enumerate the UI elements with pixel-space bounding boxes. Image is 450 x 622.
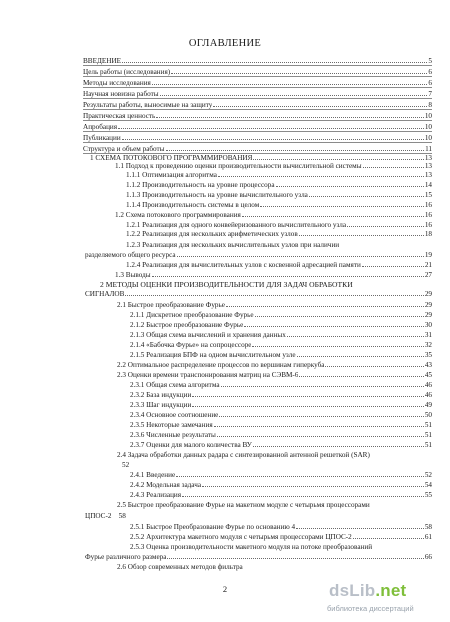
toc-text: 1.1.3 Производительность на уровне вычислительного узла [126, 191, 308, 199]
toc-entry-chapter-1[interactable] [90, 154, 432, 162]
toc-text: Практическая ценность [83, 112, 156, 120]
toc-text: 2.1 Быстрое преобразование Фурье [117, 301, 225, 309]
toc-entry-2-3-5[interactable] [130, 421, 432, 429]
toc-page: 66 [424, 553, 432, 561]
toc-text: Фурье различного размера [85, 553, 167, 561]
toc-entry-2-2[interactable] [117, 361, 432, 369]
dot-leader [255, 316, 424, 317]
toc-text: 2.4.2 Модельная задача [130, 481, 202, 489]
dot-leader [217, 436, 424, 437]
toc-entry-methods[interactable] [83, 79, 432, 88]
toc-page: 18 [424, 230, 432, 238]
toc-entry-2-1-2[interactable] [130, 321, 432, 329]
toc-text: 1 СХЕМА ПОТОКОВОГО ПРОГРАММИРОВАНИЯ [90, 154, 253, 162]
toc-entry-2-4-continued[interactable]: 52 [122, 461, 130, 469]
toc-page: 6 [428, 79, 432, 87]
toc-entry-2-3-1[interactable] [130, 381, 432, 389]
toc-entry-2-1-1[interactable] [130, 311, 432, 319]
toc-text: 2.1.1 Дискретное преобразование Фурье [130, 311, 254, 319]
toc-page: 29 [424, 290, 432, 298]
dot-leader [242, 216, 424, 217]
dot-leader [353, 538, 424, 539]
toc-page: 7 [428, 90, 432, 98]
toc-text: 1.1.1 Оптимизация алгоритма [126, 171, 217, 179]
toc-page: 29 [424, 301, 432, 309]
toc-entry-results[interactable] [83, 101, 432, 110]
toc-text: 2.3.4 Основное соотношение [130, 411, 219, 419]
toc-page: 58 [424, 523, 432, 531]
toc-entry-1-1[interactable] [115, 162, 432, 170]
dot-leader [176, 476, 424, 477]
dot-leader [218, 176, 424, 177]
dot-leader [363, 167, 424, 168]
toc-page: 10 [424, 134, 432, 142]
toc-text: 2.1.5 Реализация БПФ на одном вычислительном узле [130, 351, 296, 359]
watermark-subtitle: библиотека диссертаций [327, 604, 414, 613]
toc-page: 45 [424, 371, 432, 379]
toc-text: 2.4.1 Введение [130, 471, 176, 479]
toc-page: 14 [424, 181, 432, 189]
toc-text: Структура и объем работы [83, 145, 165, 153]
dot-leader [167, 558, 423, 559]
toc-entry-2-1-3[interactable] [130, 331, 432, 339]
toc-entry-2-5[interactable]: 2.5 Быстрое преобразование Фурье на макетном модуле с четырьмя процессорами [117, 501, 370, 509]
dot-leader [118, 128, 424, 129]
toc-text: Цель работы (исследования) [83, 68, 171, 76]
toc-text: 2.3 Оценки времени транспонирования матриц на СЭВМ-6 [117, 371, 299, 379]
toc-text: 2.2 Оптимальное распределение процессов по вершинам гиперкуба [117, 361, 325, 369]
page-title: ОГЛАВЛЕНИЕ [188, 38, 262, 49]
dot-leader [226, 306, 424, 307]
dot-leader [192, 406, 423, 407]
dot-leader [171, 73, 427, 74]
toc-text: Результаты работы, выносимые на защиту [83, 101, 213, 109]
toc-page: 32 [424, 341, 432, 349]
dot-leader [213, 106, 427, 107]
dot-leader [260, 206, 424, 207]
toc-text: 2.3.1 Общая схема алгоритма [130, 381, 220, 389]
dot-leader [252, 346, 423, 347]
toc-text: Апробация [83, 123, 118, 131]
dot-leader [244, 326, 423, 327]
toc-entry-1-2-3-continued[interactable] [85, 251, 432, 259]
dot-leader [347, 226, 424, 227]
toc-page: 61 [424, 533, 432, 541]
toc-text: СИГНАЛОВ [85, 290, 125, 298]
toc-page: 46 [424, 381, 432, 389]
toc-page: 16 [424, 201, 432, 209]
toc-page: 55 [424, 491, 432, 499]
toc-entry-practical-value[interactable] [83, 112, 432, 121]
toc-page: 13 [424, 162, 432, 170]
toc-page: 46 [424, 391, 432, 399]
toc-text: 2.1.4 «Бабочка Фурье» на сопроцессоре [130, 341, 252, 349]
toc-entry-2-3-7[interactable] [130, 441, 432, 449]
toc-page: 54 [424, 481, 432, 489]
toc-page: 51 [424, 421, 432, 429]
toc-page: 27 [424, 271, 432, 279]
toc-text: 2.3.2 База индукции [130, 391, 192, 399]
toc-entry-1-2-1[interactable] [126, 221, 432, 229]
dot-leader [122, 62, 427, 63]
dot-leader [297, 356, 424, 357]
toc-text: ВВЕДЕНИЕ [83, 57, 122, 65]
toc-entry-novelty[interactable] [83, 90, 432, 99]
dot-leader [287, 336, 424, 337]
toc-entry-introduction[interactable] [83, 57, 432, 66]
toc-text: 1.2.4 Реализация для вычислительных узлов с косвенной адресацией памяти [126, 261, 361, 269]
dot-leader [253, 446, 424, 447]
toc-text: Публикации [83, 134, 121, 142]
toc-page: 10 [424, 112, 432, 120]
dot-leader [156, 117, 423, 118]
toc-text: 2.4.3 Реализация [130, 491, 182, 499]
toc-entry-2-4-1[interactable] [130, 471, 432, 479]
toc-text: 2.3.7 Оценки для малого количества ВУ [130, 441, 252, 449]
toc-page: 13 [424, 154, 432, 162]
toc-page: 6 [428, 68, 432, 76]
toc-entry-2-4-2[interactable] [130, 481, 432, 489]
watermark-logo-text [329, 581, 406, 601]
dot-leader [214, 426, 424, 427]
dot-leader [221, 386, 424, 387]
toc-page: 29 [424, 311, 432, 319]
toc-text: Методы исследования [83, 79, 151, 87]
dot-leader [160, 95, 428, 96]
toc-text: 1.1 Подход к проведению оценки производительности вычислительной системы [115, 162, 362, 170]
toc-page: 16 [424, 221, 432, 229]
toc-entry-chapter-2[interactable]: 2 МЕТОДЫ ОЦЕНКИ ПРОИЗВОДИТЕЛЬНОСТИ ДЛЯ ЗАДАЧ ОБРАБОТКИ [100, 280, 353, 289]
dot-leader [166, 150, 425, 151]
toc-page: 21 [424, 261, 432, 269]
toc-page: 35 [424, 351, 432, 359]
toc-page: 52 [424, 471, 432, 479]
toc-entry-2-5-3-continued[interactable] [85, 553, 432, 561]
toc-page: 13 [424, 171, 432, 179]
toc-page: 16 [424, 211, 432, 219]
toc-page: 51 [424, 431, 432, 439]
toc-page: 5 [428, 57, 432, 65]
dot-leader [152, 276, 424, 277]
toc-entry-2-1[interactable] [117, 301, 432, 309]
page-number: 2 [222, 584, 228, 594]
toc-text: разделяемого общего ресурса [85, 251, 176, 259]
dot-leader [122, 139, 424, 140]
dot-leader [177, 256, 424, 257]
toc-page: 10 [424, 123, 432, 131]
dot-leader [182, 496, 424, 497]
toc-entry-1-2[interactable] [115, 211, 432, 219]
toc-text: 1.1.2 Производительность на уровне процессора [126, 181, 275, 189]
toc-page: 49 [424, 401, 432, 409]
toc-entry-2-4[interactable]: 2.4 Задача обработки данных радара с синтезированной антенной решеткой (SAR) [117, 451, 370, 459]
toc-entry-2-5-3[interactable]: 2.5.3 Оценка производительности макетного модуля на потоке преобразований [130, 543, 373, 551]
toc-entry-2-5-2[interactable] [130, 533, 432, 541]
toc-entry-2-4-3[interactable] [130, 491, 432, 499]
toc-entry-structure[interactable] [83, 145, 432, 154]
toc-page: 19 [424, 251, 432, 259]
toc-page: 31 [424, 331, 432, 339]
dot-leader [299, 235, 424, 236]
toc-text: 1.2.1 Реализация для одного конвейеризованного вычислительного узла [126, 221, 347, 229]
toc-entry-2-1-5[interactable] [130, 351, 432, 359]
toc-entry-2-6[interactable]: 2.6 Обзор современных методов фильтра [117, 563, 243, 571]
toc-text: 1.1.4 Производительность системы в целом [126, 201, 260, 209]
toc-entry-1-1-1[interactable] [126, 171, 432, 179]
toc-text: 2.3.5 Некоторые замечания [130, 421, 213, 429]
toc-entry-2-5-continued[interactable]: ЦПОС-2 58 [85, 512, 126, 520]
toc-entry-2-3-3[interactable] [130, 401, 432, 409]
toc-text: 2.5.1 Быстрое Преобразование Фурье по основанию 4 [130, 523, 296, 531]
dot-leader [253, 159, 423, 160]
toc-text: 2.5.2 Архитектура макетного модуля с четырьмя процессорами ЦПОС-2 [130, 533, 352, 541]
toc-entry-1-2-3[interactable]: 1.2.3 Реализация для нескольких вычислительных узлов при наличии [126, 241, 340, 249]
dot-leader [296, 528, 424, 529]
dot-leader [309, 196, 424, 197]
dot-leader [362, 266, 424, 267]
dot-leader [299, 376, 423, 377]
toc-entry-1-1-4[interactable] [126, 201, 432, 209]
toc-entry-2-3-6[interactable] [130, 431, 432, 439]
toc-text: 1.2.2 Реализация для нескольких арифметических узлов [126, 230, 298, 238]
toc-page: 8 [428, 101, 432, 109]
dot-leader [125, 295, 423, 296]
toc-entry-1-1-3[interactable] [126, 191, 432, 199]
toc-entry-1-2-2[interactable] [126, 230, 432, 238]
toc-entry-goal[interactable] [83, 68, 432, 77]
toc-page: 43 [424, 361, 432, 369]
toc-entry-2-1-4[interactable] [130, 341, 432, 349]
toc-text: 2.3.3 Шаг индукции [130, 401, 192, 409]
toc-text: 2.1.2 Быстрое преобразование Фурье [130, 321, 244, 329]
dot-leader [325, 366, 423, 367]
dot-leader [202, 486, 424, 487]
toc-entry-chapter-2-continued[interactable] [85, 290, 432, 298]
toc-text: 1.3 Выводы [115, 271, 151, 279]
toc-page: 15 [424, 191, 432, 199]
toc-page: 11 [425, 145, 432, 153]
toc-text: 2.3.6 Численные результаты [130, 431, 216, 439]
toc-entry-1-1-2[interactable] [126, 181, 432, 189]
toc-page: 30 [424, 321, 432, 329]
toc-text: 1.2 Схема потокового программирования [115, 211, 241, 219]
toc-entry-approbation[interactable] [83, 123, 432, 132]
toc-entry-1-2-4[interactable] [126, 261, 432, 269]
toc-page: 50 [424, 411, 432, 419]
toc-entry-2-3-4[interactable] [130, 411, 432, 419]
dot-leader [276, 186, 424, 187]
watermark-logo-main: dsLib [329, 581, 376, 600]
toc-entry-publications[interactable] [83, 134, 432, 143]
toc-entry-2-3[interactable] [117, 371, 432, 379]
toc-text: 2.1.3 Общая схема вычислений и хранения данных [130, 331, 286, 339]
toc-entry-2-5-1[interactable] [130, 523, 432, 531]
watermark-logo-tld: .net [375, 581, 407, 600]
dot-leader [152, 84, 428, 85]
toc-text: Научная новизна работы [83, 90, 159, 98]
toc-page: 51 [424, 441, 432, 449]
toc-entry-1-3[interactable] [115, 271, 432, 279]
watermark-logo [325, 581, 450, 622]
dot-leader [219, 416, 423, 417]
toc-entry-2-3-2[interactable] [130, 391, 432, 399]
dot-leader [192, 396, 424, 397]
